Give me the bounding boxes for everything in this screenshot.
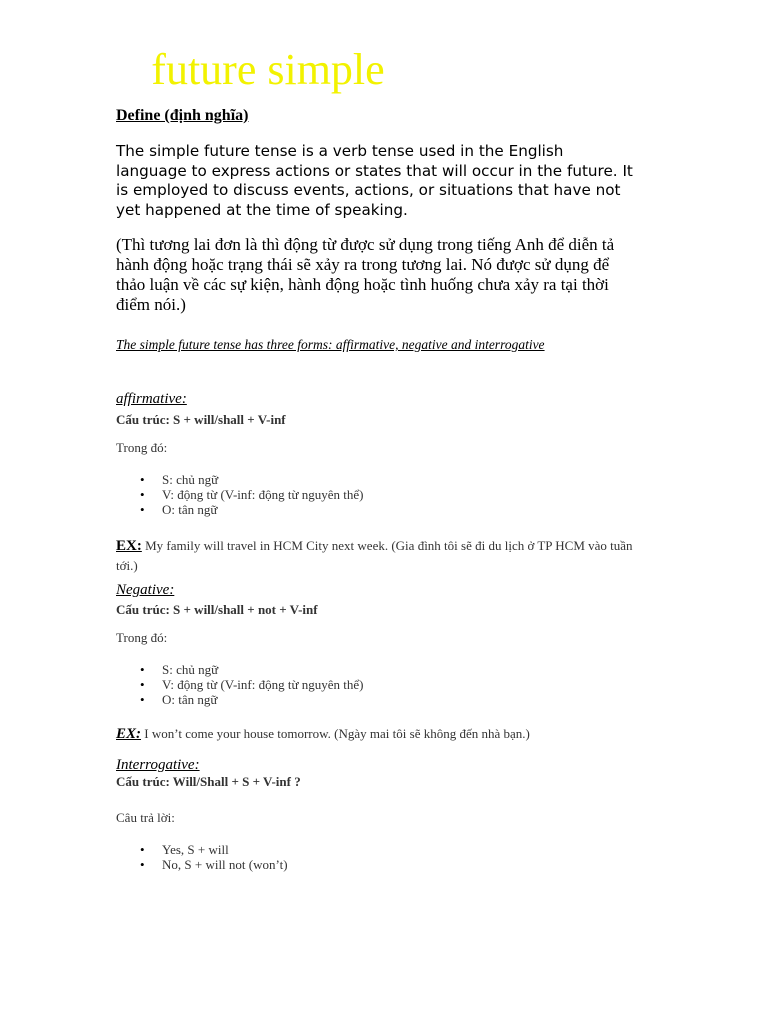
affirmative-heading: affirmative: <box>116 391 187 407</box>
affirmative-example <box>116 536 636 575</box>
bullet-icon: • <box>140 502 145 517</box>
bullet-icon: • <box>140 487 145 502</box>
negative-bullet-list <box>116 662 364 707</box>
example-label: EX: <box>116 538 142 554</box>
definition-vietnamese: (Thì tương lai đơn là thì động từ được sử dụng trong tiếng Anh để diễn tả hành động hoặc trạng thái sẽ xảy ra trong tương lai. Nó được sử dụng để thảo luận về các sự kiện, hành động hoặc tình huống chưa xảy ra tại thời điểm nói.) <box>116 235 615 314</box>
definition-english: The simple future tense is a verb tense used in the English language to express actions or states that will occur in the future. It is employed to discuss events, actions, or situations that have not yet happened at the time of speaking. <box>116 142 633 219</box>
example-label: EX: <box>116 726 142 742</box>
bullet-icon: • <box>140 472 145 487</box>
negative-example <box>116 724 636 744</box>
list-item: • No, S + will not (won’t) <box>140 857 288 872</box>
bullet-icon: • <box>140 677 145 692</box>
forms-note: The simple future tense has three forms: affirmative, negative and interrogative <box>116 337 545 352</box>
bullet-icon: • <box>140 842 145 857</box>
interrogative-bullet-list <box>116 842 288 872</box>
list-item: • V: động từ (V-inf: động từ nguyên thể) <box>140 487 364 502</box>
list-item: • O: tân ngữ <box>140 502 218 517</box>
list-item: • S: chủ ngữ <box>140 662 219 677</box>
negative-where: Trong đó: <box>116 630 168 645</box>
affirmative-bullet-list <box>116 472 364 517</box>
example-text: My family will travel in HCM City next week. (Gia đình tôi sẽ đi du lịch ở TP HCM vào tuần tới.) <box>116 538 633 573</box>
negative-heading: Negative: <box>116 582 175 598</box>
list-item: • O: tân ngữ <box>140 692 218 707</box>
list-item: • Yes, S + will <box>140 842 229 857</box>
interrogative-structure: Cấu trúc: Will/Shall + S + V-inf ? <box>116 774 301 789</box>
bullet-icon: • <box>140 692 145 707</box>
affirmative-where: Trong đó: <box>116 440 168 455</box>
affirmative-structure: Cấu trúc: S + will/shall + V-inf <box>116 412 286 427</box>
list-item: • S: chủ ngữ <box>140 472 219 487</box>
bullet-icon: • <box>140 662 145 677</box>
document-title: future simple <box>151 45 385 94</box>
define-heading: Define (định nghĩa) <box>116 107 249 124</box>
list-item: • V: động từ (V-inf: động từ nguyên thể) <box>140 677 364 692</box>
interrogative-answer-label: Câu trả lời: <box>116 810 175 825</box>
interrogative-heading: Interrogative: <box>116 757 200 773</box>
negative-structure: Cấu trúc: S + will/shall + not + V-inf <box>116 602 318 617</box>
bullet-icon: • <box>140 857 145 872</box>
example-text: I won’t come your house tomorrow. (Ngày mai tôi sẽ không đến nhà bạn.) <box>141 726 530 741</box>
